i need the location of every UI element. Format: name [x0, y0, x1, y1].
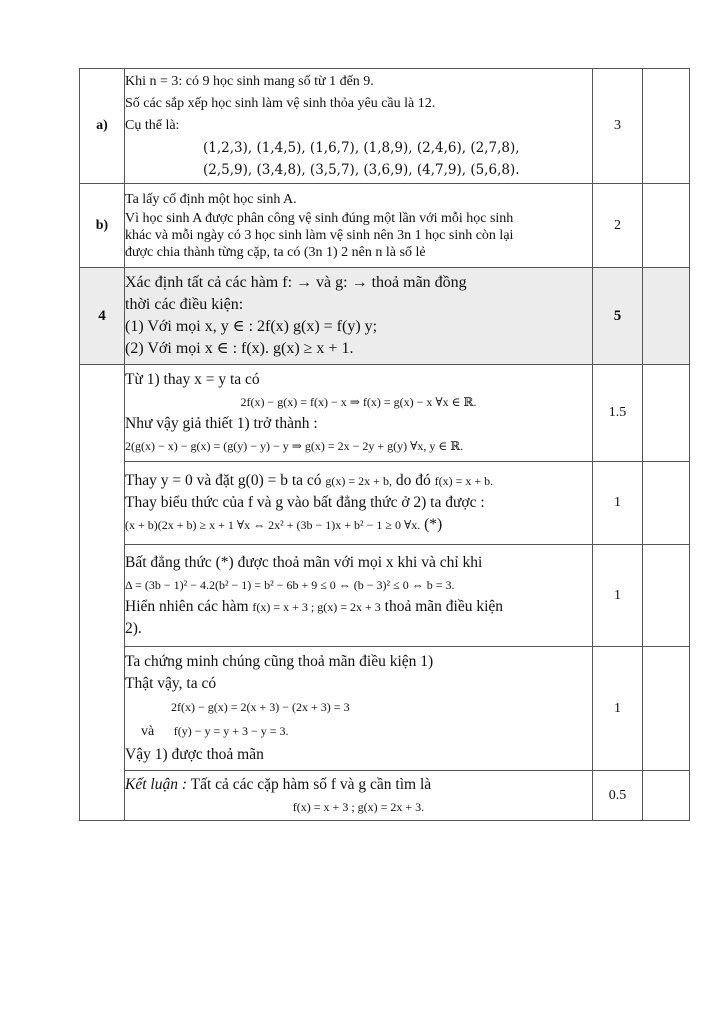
- step-4-line2: Thật vậy, ta có: [125, 675, 217, 692]
- conclusion-eq: f(x) = x + 3 ; g(x) = 2x + 3.: [292, 799, 425, 814]
- question-4-line2: thời các điều kiện:: [125, 296, 244, 313]
- part-b-line1: Ta lấy cố định một học sinh A.: [125, 192, 297, 207]
- step-4-line-va: [125, 719, 592, 744]
- part-a-line3: Cụ thể là:: [125, 118, 180, 133]
- row-part-a: [80, 69, 690, 184]
- step-4-content: [125, 647, 593, 771]
- row-step-3: [80, 545, 690, 647]
- step-3-extra-cell: [643, 545, 690, 647]
- step-4-line3: Vậy 1) được thoả mãn: [125, 746, 264, 763]
- question-4-line4: (2) Với mọi x ∈ : f(x). g(x) ≥ x + 1.: [125, 340, 354, 357]
- question-4-extra-cell: [643, 268, 690, 365]
- row-conclusion: [80, 771, 690, 821]
- part-b-label: b): [80, 184, 125, 268]
- row-step-1: [80, 365, 690, 462]
- step-1-content: [125, 365, 593, 462]
- step-2-line3: [125, 514, 592, 536]
- row-step-2: [80, 462, 690, 545]
- part-a-points: 3: [593, 69, 643, 184]
- part-b-points: 2: [593, 184, 643, 268]
- step-2-eq3: (x + b)(2x + b) ≥ x + 1 ∀x ⇔ 2x² + (3b − 1)x + b² − 1 ≥ 0 ∀x.: [125, 518, 421, 532]
- step-1-line2: Như vậy giả thiết 1) trở thành :: [125, 415, 318, 432]
- step-1-extra-cell: [643, 365, 690, 462]
- step-2-eq2: f(x) = x + b.: [434, 474, 494, 488]
- step-3-points: 1: [593, 545, 643, 647]
- step-4-extra-cell: [643, 647, 690, 771]
- conclusion-text: Tất cả các cặp hàm số f và g cần tìm là: [187, 775, 432, 793]
- question-4-content: [125, 268, 593, 365]
- row-part-b: [80, 184, 690, 268]
- step-2-points: 1: [593, 462, 643, 545]
- part-b-content: [125, 184, 593, 268]
- step-1-eq1: 2f(x) − g(x) = f(x) − x ⇒ f(x) = g(x) − x ∀x ∈ ℝ.: [240, 395, 477, 409]
- part-b-line2: Vì học sinh A được phân công vệ sinh đúng một lần với mỗi học sinh: [125, 211, 514, 226]
- step-1-points: 1.5: [593, 365, 643, 462]
- part-a-tuples-2: (2,5,9), (3,4,8), (3,5,7), (3,6,9), (4,7,9), (5,6,8).: [203, 162, 520, 178]
- part-b-line3: khác và mỗi ngày có 3 học sinh làm vệ sinh nên 3n 1 học sinh còn lại: [125, 228, 514, 243]
- step-3-content: [125, 545, 593, 647]
- step-2-line2: Thay biểu thức của f và g vào bất đẳng thức ở 2) ta được :: [125, 494, 485, 511]
- conclusion-content: [125, 771, 593, 821]
- step-3-text-a: Hiển nhiên các hàm: [125, 597, 249, 615]
- solution-table: [79, 68, 690, 821]
- step-2-text-b: do đó: [395, 472, 431, 489]
- part-a-tuples-1: (1,2,3), (1,4,5), (1,6,7), (1,8,9), (2,4,6), (2,7,8),: [203, 140, 520, 156]
- row-question-4: [80, 268, 690, 365]
- conclusion-label: Kết luận :: [125, 775, 187, 793]
- part-b-extra-cell: [643, 184, 690, 268]
- part-b-line4: được chia thành từng cặp, ta có (3n 1) 2 nên n là số lẻ: [125, 245, 426, 260]
- part-a-extra-cell: [643, 69, 690, 184]
- step-4-va: và: [141, 724, 155, 739]
- step-4-eq2: f(y) − y = y + 3 − y = 3.: [173, 724, 289, 738]
- step-3-text-b: thoả mãn điều kiện: [384, 597, 504, 615]
- step-4-eq1: 2f(x) − g(x) = 2(x + 3) − (2x + 3) = 3: [171, 700, 350, 714]
- question-4-line3: (1) Với mọi x, y ∈ : 2f(x) g(x) = f(y) y;: [125, 318, 378, 335]
- step-3-line2: [125, 596, 592, 618]
- step-2-text-a: Thay y = 0 và đặt g(0) = b ta có: [125, 472, 322, 489]
- step-2-extra-cell: [643, 462, 690, 545]
- step-3-eq1: Δ = (3b − 1)² − 4.2(b² − 1) = b² − 6b + 9 ≤ 0 ⇔ (b − 3)² ≤ 0 ⇔ b = 3.: [125, 577, 455, 592]
- step-4-line1: Ta chứng minh chúng cũng thoả mãn điều kiện 1): [125, 653, 434, 670]
- step-2-eq1: g(x) = 2x + b,: [325, 474, 392, 488]
- conclusion-points: 0.5: [593, 771, 643, 821]
- step-1-eq2: 2(g(x) − x) − g(x) = (g(y) − y) − y ⇒ g(x) = 2x − 2y + g(y) ∀x, y ∈ ℝ.: [125, 439, 464, 453]
- step-2-content: [125, 462, 593, 545]
- question-4-solution-label-cell: [80, 365, 125, 821]
- part-a-content: [125, 69, 593, 184]
- conclusion-extra-cell: [643, 771, 690, 821]
- part-a-line1: Khi n = 3: có 9 học sinh mang số từ 1 đến 9.: [125, 74, 374, 89]
- step-4-points: 1: [593, 647, 643, 771]
- question-4-points: 5: [593, 268, 643, 365]
- conclusion-line1: [125, 774, 592, 796]
- step-2-line1: [125, 470, 592, 492]
- part-a-label: a): [80, 69, 125, 184]
- step-3-line1: Bất đẳng thức (*) được thoả mãn với mọi x khi và chỉ khi: [125, 553, 483, 571]
- question-4-label: 4: [80, 268, 125, 365]
- step-3-eq2: f(x) = x + 3 ; g(x) = 2x + 3: [252, 599, 381, 614]
- row-step-4: [80, 647, 690, 771]
- part-a-line2: Số các sắp xếp học sinh làm vệ sinh thỏa yêu cầu là 12.: [125, 96, 436, 111]
- question-4-line1: Xác định tất cả các hàm f: → và g: → thoả mãn đồng: [125, 274, 467, 291]
- step-1-line1: Từ 1) thay x = y ta có: [125, 371, 260, 388]
- step-2-star: (*): [424, 516, 443, 533]
- step-3-line3: 2).: [125, 619, 142, 637]
